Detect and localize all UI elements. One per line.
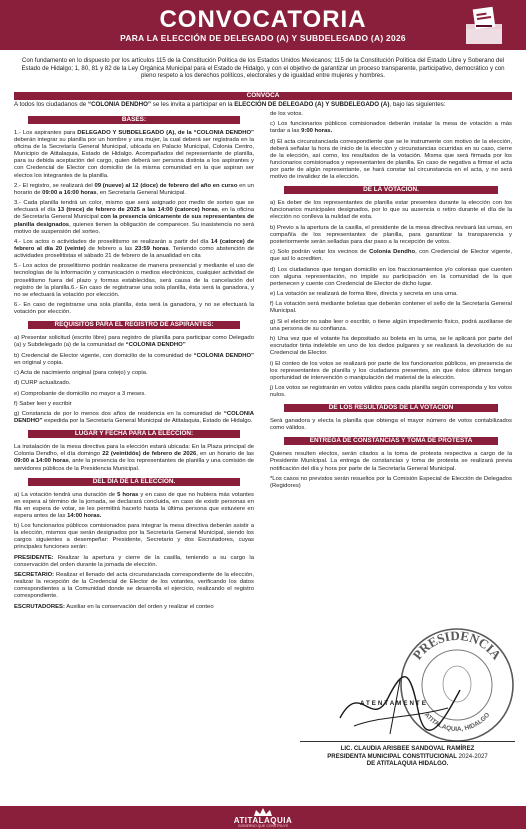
base-2: 2.- El registro, se realizará del 09 (nueve) al 12 (doce) de febrero del año en curso en un horario de 09:00 a 16:00 horas, en Secretaría General Municipal. bbox=[14, 182, 254, 196]
section-lugar: LUGAR Y FECHA PARA LA ELECCIÓN: bbox=[28, 430, 240, 438]
section-votacion: DE LA VOTACIÓN. bbox=[284, 186, 498, 194]
dia-continued: de los votos. bbox=[270, 111, 304, 117]
footer-banner bbox=[0, 806, 526, 829]
vot-j: j) Los votos se registrarán en votos válidos para cada planilla según corresponda y los votos nulos. bbox=[270, 384, 512, 399]
lugar-text: La instalación de la mesa directiva para la elección estará ubicada: En la Plaza principal de Colonia Dendho, el día domingo 22 (veintidós) de febrero de 2026, en un horario de las 09:00 a 14:00 horas, ante la presencia de los representantes de planilla y una comisión de servidores públicos de la Presidencia Municipal. bbox=[14, 444, 254, 472]
atentamente-label: ATENTAMENTE bbox=[360, 700, 428, 707]
convoca-lead: A todos los ciudadanos de “COLONIA DENDHO” se les invita a participar en la ELECCIÓN DE DELEGADO (A) Y SUBDELEGADO (A), bajo las siguientes: bbox=[14, 101, 446, 108]
base-5: 5.- Los actos de proselitismo podrán realizarse de manera presencial y mediante el uso de tecnologías de la información y comunicación o medios electrónicos, cualquier actividad de proselitismo fuera del plazo y formas establecidas, será causa de la cancelación del registro de la planilla.6.- En caso de registrarse una sola planilla, ésta será la ganadora, y no se efectuará la votación por elección. bbox=[14, 263, 254, 298]
base-4: 4.- Los actos o actividades de proselitismo se realizarán a partir del día 14 (catorce) de febrero al día 20 (veinte) de febrero a las 23:59 horas. Teniendo como abstención de actividades proselitistas el sábado 21 de febrero de la anualidad en cita bbox=[14, 238, 254, 260]
section-requisitos: REQUISITOS PARA EL REGISTRO DE ASPIRANTES: bbox=[28, 321, 240, 329]
vot-d: d) Los ciudadanos que tengan domicilio en los fraccionamientos y/o colonias que cuenten con alguna representación, no impide su participación en la comunidad de la que pertenecen y cuente con Credencial de Elector de dicho lugar. bbox=[270, 266, 512, 287]
casos-note: *Los casos no previstos serán resueltos por la Comisión Especial de Elección de Delegados (Regidores) bbox=[270, 475, 512, 489]
base-3: 3.- Cada planilla tendrá un color, mismo que será asignado por medio de sorteo que se efectuará el día 13 (trece) de febrero de 2025 a las 14:00 (catorce) horas, en la oficina de Secretaría General Municipal con la presencia únicamente de sus representantes de planilla designados, quienes tienen la obligación de comparecer. Su inasistencia no será motivo de suspensión del sorteo. bbox=[14, 200, 255, 235]
vot-a: a) Es deber de los representantes de planilla estar presentes durante la elección con los funcionarios municipales designados, por lo que su ausencia o retiro durante el día de la elección no conlleva la nulidad de esta. bbox=[270, 200, 512, 221]
req-b: b) Credencial de Elector vigente, con domicilio de la comunidad de “COLONIA DENDHO” en original y copia. bbox=[14, 352, 254, 366]
req-d: d) CURP actualizado. bbox=[14, 380, 71, 387]
req-f: f) Saber leer y escribir bbox=[14, 400, 72, 407]
page-subtitle: PARA LA ELECCIÓN DE DELEGADO (A) Y SUBDELEGADO (A) 2026 bbox=[120, 33, 406, 43]
entrega-text: Quienes resulten electos, serán citados a la toma de protesta respectiva a cargo de la Presidente Municipal. La entrega de constancias y toma de protesta se realizará previa notificación del día y hora por parte de la Secretaría General Municipal. bbox=[270, 451, 512, 472]
section-bases: BASES: bbox=[28, 116, 240, 124]
req-c: c) Acta de nacimiento original (para cotejo) y copia. bbox=[14, 369, 148, 376]
left-column bbox=[14, 111, 254, 614]
req-g: g) Constancia de por lo menos dos años de residencia en la comunidad de “COLONIA DENDHO” expedida por la Secretaría General Municipal de Atitalaquia, Estado de Hidalgo. bbox=[14, 411, 254, 425]
page-title: CONVOCATORIA bbox=[159, 6, 367, 33]
signature-line bbox=[300, 741, 515, 742]
role-escrutadores: ESCRUTADORES: Auxiliar en la conservación del orden y realizar el conteo bbox=[14, 603, 214, 610]
footer-logo-sub: GOBIERNO QUE CONSTRUYE bbox=[237, 824, 289, 828]
dia-d: d) El acta circunstanciada correspondiente que se le instrumente con motivo de la elección, deberá señalar la hora de inicio de la elección y circunstancias ocurridas en su caso, cierre de la elección, así como, los resultados de la votación. Misma que será firmada por los funcionarios comisionados y representantes de planilla. En caso de negativa a firmar el acta por parte de algún representante, se hará constar tal circunstancia en el acta, y no será motivo de invalidez de la elección. bbox=[270, 138, 512, 181]
seal-top-text: PRESIDENCIA bbox=[409, 627, 505, 663]
vot-c: c) Solo podrán votar los vecinos de Colonia Dendho, con Credencial de Elector vigente, que así lo acrediten. bbox=[270, 249, 512, 263]
section-dia: DEL DÍA DE LA ELECCIÓN. bbox=[28, 478, 240, 486]
vot-g: g) Si el elector no sabe leer o escribir, o tiene algún impedimento físico, podrá auxiliarse de una persona de su confianza. bbox=[270, 318, 512, 332]
ballot-box-icon bbox=[460, 6, 508, 46]
signer-place: DE ATITALAQUIA HIDALGO. bbox=[366, 760, 449, 767]
req-a: a) Presentar solicitud (escrito libre) para registro de planilla para participar como Delegado (a) y Subdelegado (a) de la comunidad de “COLONIA DENDHO” bbox=[14, 335, 254, 349]
base-1: 1.- Los aspirantes para DELEGADO Y SUBDELEGADO (A), de la “COLONIA DENDHO” deberán integrar su planilla por un hombre y una mujer, la cual deberá ser registrada en la oficina de la Secretaría General Municipal, ubicada en Palacio Municipal, Colonia Centro, Municipio de Atitalaquia, Estado de Hidalgo. Acompañados del representante de planilla, para su debida aceptación del cargo, quien deberá ser persona distinta a los aspirantes y con Credencial de Elector con domicilio de la misma comunidad en la que aspiran ser electos los integrantes de la planilla. bbox=[14, 130, 254, 179]
dia-b: b) Los funcionarios públicos comisionados para integrar la mesa directiva deberán asistir a la elección, mismos que serán designados por la Secretaría General Municipal, siendo los cargos siguientes a desempeñar: Presidente, Secretario y dos Escrutadores, cuyas principales funciones serán: bbox=[14, 523, 254, 551]
section-entrega: ENTREGA DE CONSTANCIAS Y TOMA DE PROTESTA bbox=[284, 437, 498, 445]
req-e: e) Comprobante de domicilio no mayor a 3 meses. bbox=[14, 390, 146, 397]
dia-a: a) La votación tendrá una duración de 5 horas y en caso de que no hubiera más votantes en espera al término de la jornada, se declarará concluida, en caso de existir personas en fila en espera de votar, se les permitirá hacerlo hasta la última persona que estuviere en espera antes de las 14:00 horas. bbox=[14, 491, 254, 519]
vot-e: e) La votación se realizará de forma libre, directa y secreta en una urna. bbox=[270, 291, 458, 297]
signer-role: PRESIDENTA MUNICIPAL CONSTITUCIONAL 2024-2027 bbox=[327, 752, 488, 760]
vot-h: h) Una vez que el votante ha depositado su boleta en la urna, se le aplicará por parte del escrutador tinta indeleble en uno de los dedos pulgares y se realizará la devolución de su Credencial de Elector. bbox=[270, 336, 512, 357]
signer-name: LIC. CLAUDIA ARISBEE SANDOVAL RAMÍREZ bbox=[340, 745, 475, 752]
header-banner bbox=[0, 0, 526, 50]
seal-bottom-text: ATITALAQUIA, HIDALGO bbox=[422, 711, 492, 734]
role-secretario: SECRETARIO: Realizar el llenado del acta circunstanciada correspondiente de la elección, realizar la recepción de la Credencial de Elector de los votantes, verificando los datos correspondientes a la Comunidad donde se desarrolla el ejercicio, realizando el registro correspondiente. bbox=[14, 572, 254, 600]
section-convoca: CONVOCA bbox=[14, 92, 512, 100]
base-6: 6.- En caso de registrarse una sola planilla, ésta será la ganadora, y no se efectuará la votación por elección. bbox=[14, 302, 254, 316]
resultados-text: Será ganadora y electa la planilla que obtenga el mayor número de votos contabilizados como válidos. bbox=[270, 418, 512, 432]
dia-c: c) Los funcionarios públicos comisionados deberán instalar la mesa de votación a más tardar a las 9:00 horas. bbox=[270, 121, 512, 135]
section-resultados: DE LOS RESULTADOS DE LA VOTACIÓN bbox=[284, 404, 498, 412]
role-presidente: PRESIDENTE: Realizar la apertura y cierre de la casilla, teniendo a su cargo la conservación del orden durante la jornada de elección. bbox=[14, 554, 254, 568]
footer-logo: ATITALAQUIA bbox=[233, 816, 293, 825]
right-column bbox=[270, 111, 512, 493]
vot-f: f) La votación será mediante boletas que deberán contener el sello de la Secretaría General Municipal. bbox=[270, 301, 512, 315]
intro-paragraph: Con fundamento en lo dispuesto por los artículos 115 de la Constitución Política de los Estados Unidos Mexicanos; 115 de la Constitución Política del Estado Libre y Soberano del Estado de Hidalgo; 1, 80, 81 y 82 de la Ley Orgánica Municipal para el Estado de Hidalgo, y con el objetivo de garantizar un proceso transparente, participativo, democrático y con pleno respeto a los derechos políticos, electorales y de igualdad entre mujeres y hombres. bbox=[21, 57, 505, 80]
svg-text:PRESIDENCIA bbox=[410, 628, 505, 663]
signature-block bbox=[300, 745, 515, 768]
vot-b: b) Previo a la apertura de la casilla, el presidente de la mesa directiva revisará las urnas, en compañía de los representantes de planilla, para garantizar la transparencia y posteriormente serán selladas para dar paso a la recepción de votos. bbox=[270, 224, 512, 245]
vot-i: i) El conteo de los votos se realizará por parte de los funcionarios públicos, en presencia de los representantes de planilla y los ciudadanos presentes, sin que éstos últimos tengan oportunidad de intervención o manipulación del material de la elección. bbox=[270, 360, 512, 381]
